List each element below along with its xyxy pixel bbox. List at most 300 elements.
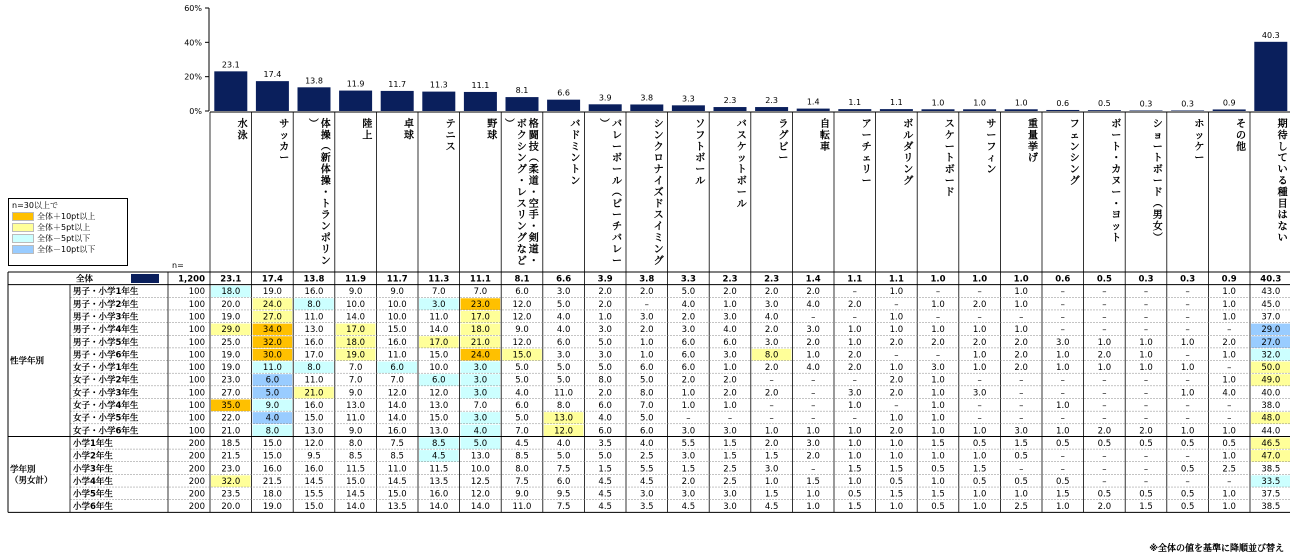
cell-value: 2.0 (723, 287, 737, 298)
category-label-char: ド (944, 187, 955, 199)
cell-value: 1.0 (1097, 363, 1112, 374)
category-label-char: イ (653, 221, 664, 233)
bar-value-label: 11.1 (471, 80, 490, 90)
category-label-char: ボ (516, 119, 527, 130)
category-label-char: ズ (653, 187, 664, 199)
cell-value: – (1185, 350, 1190, 361)
cell-value: 3.0 (723, 350, 737, 361)
cell-value: 19.0 (262, 502, 282, 513)
cell-value: 1.0 (723, 299, 737, 310)
cell-value: 8.5 (348, 451, 363, 462)
cell-value: 1.0 (848, 426, 862, 437)
cell-value: 1.0 (848, 325, 862, 336)
row-label: 女子・小学5年生 (73, 413, 139, 424)
bar-value-label: 6.6 (557, 88, 570, 98)
cell-value: 8.0 (348, 438, 363, 449)
bar (547, 100, 580, 111)
cell-value: 0.5 (1097, 438, 1112, 449)
bar-value-label: 2.3 (765, 96, 778, 106)
cell-value: 1.0 (931, 426, 945, 437)
category-label-char: ル (903, 130, 914, 142)
bar-value-label: 3.9 (598, 93, 612, 103)
cell-value: 8.0 (764, 350, 779, 361)
bar (963, 109, 996, 111)
cell-value: 9.0 (348, 287, 363, 298)
cell-value: 6.0 (640, 426, 654, 437)
category-label-char: 種 (1277, 187, 1288, 199)
cell-value: – (1227, 476, 1232, 487)
cell-value: – (1102, 325, 1107, 336)
cell-value: – (811, 401, 816, 411)
category-label-char: い (1277, 233, 1288, 244)
bar-value-label: 8.1 (515, 86, 529, 96)
cell-value: 3.0 (681, 325, 696, 336)
cell-value: 13.5 (387, 502, 407, 513)
cell-value: 29.0 (221, 325, 241, 336)
cell-value: 10.0 (387, 299, 407, 310)
cell-value: 4.5 (598, 489, 612, 500)
category-label-char: 上 (362, 130, 373, 142)
bar (714, 107, 747, 111)
cell-value: 11.3 (428, 274, 450, 285)
cell-value: 3.0 (473, 413, 488, 424)
category-label-char: （ (610, 186, 621, 197)
y-tick-label: 0% (189, 107, 202, 116)
category-label-char: ン (903, 164, 914, 176)
category-label-char: バ (612, 233, 622, 244)
category-label-char: 卓 (404, 119, 414, 130)
cell-value: 2.5 (1014, 502, 1028, 513)
bar-value-label: 3.3 (682, 94, 695, 104)
cell-value: 16.0 (387, 426, 407, 437)
category-label-char: ス (736, 130, 747, 142)
cell-value: 1.5 (1056, 489, 1070, 500)
cell-value: 1.0 (889, 413, 904, 424)
cell-value: 2.3 (722, 274, 738, 285)
cell-value: 5.0 (265, 388, 280, 399)
cell-value: 2.0 (764, 363, 779, 374)
cell-value: 1.0 (1222, 489, 1236, 500)
category-label-char: ラ (778, 119, 789, 130)
category-label-char: げ (1028, 153, 1038, 165)
cell-value: – (894, 299, 899, 310)
category-label-char: ミ (653, 233, 664, 244)
cell-value: 1.0 (1222, 502, 1236, 513)
cell-value: 23.0 (470, 299, 490, 310)
cell-value: 12.5 (470, 476, 490, 487)
cell-value: – (1143, 325, 1149, 336)
cell-value: 1.0 (806, 426, 820, 437)
cell-value: – (977, 375, 982, 386)
cell-value: 6.0 (681, 363, 696, 374)
cell-value: 1.0 (598, 312, 612, 323)
cell-value: 11.0 (387, 464, 407, 475)
category-label-char: 操 (320, 130, 331, 142)
cell-value: 19.0 (221, 350, 241, 361)
cell-value: 6.0 (390, 363, 404, 374)
cell-value: 15.0 (429, 413, 449, 424)
bar (630, 104, 663, 111)
cell-value: 1.0 (889, 287, 904, 298)
cell-value: 1.0 (1222, 451, 1236, 462)
cell-value: 20.0 (221, 299, 241, 310)
bar (381, 91, 414, 111)
category-label-char: ） (1150, 232, 1162, 242)
category-label-char: ー (612, 164, 622, 176)
cell-value: 9.0 (265, 401, 280, 411)
category-label-char: る (1277, 176, 1288, 187)
category-label-char: ボ (1111, 119, 1122, 130)
cell-value: 8.0 (307, 299, 321, 310)
category-label-char: ヌ (1111, 176, 1122, 187)
cell-value: 13.0 (304, 325, 324, 336)
cell-value: 4.0 (556, 325, 571, 336)
cell-value: 7.0 (348, 375, 363, 386)
cell-value: 4.5 (640, 476, 654, 487)
cell-value: 0.5 (1139, 489, 1153, 500)
cell-value: 5.0 (598, 451, 612, 462)
cell-value: – (977, 287, 982, 298)
cell-value: 6.0 (681, 337, 696, 348)
cell-value: 48.0 (1261, 413, 1281, 424)
cell-value: 1.0 (1014, 489, 1028, 500)
cell-value: 1.0 (1180, 363, 1195, 374)
category-label-char: バ (612, 119, 622, 130)
category-label-char: 格 (528, 119, 539, 130)
cell-value: 7.0 (515, 426, 529, 437)
category-label-char: ー (736, 187, 747, 199)
category-label-char: （ (1150, 197, 1162, 208)
cell-value: – (811, 388, 816, 399)
cell-value: 3.5 (598, 438, 612, 449)
cell-value: 21.5 (221, 451, 241, 462)
cell-value: 2.3 (764, 274, 780, 285)
row-n: 100 (188, 299, 205, 310)
cell-value: 13.0 (304, 426, 324, 437)
category-label-char: （ (318, 140, 330, 151)
category-label-char: 野 (487, 119, 498, 130)
cell-value: 1.0 (848, 401, 862, 411)
cell-value: – (1185, 401, 1190, 411)
cell-value: 27.0 (262, 312, 282, 323)
category-label-char: レ (612, 244, 622, 256)
category-label-char: ケ (944, 130, 955, 142)
cell-value: – (1227, 325, 1232, 336)
cell-value: 23.1 (220, 274, 242, 285)
cell-value: 7.5 (390, 438, 404, 449)
cell-value: 3.0 (806, 438, 820, 449)
cell-value: 16.0 (387, 337, 407, 348)
cell-value: 6.0 (598, 426, 612, 437)
cell-value: 18.0 (470, 325, 490, 336)
cell-value: 24.0 (262, 299, 282, 310)
legend (8, 198, 128, 266)
legend-item (12, 244, 124, 255)
cell-value: 43.0 (1261, 287, 1281, 298)
cell-value: 4.5 (432, 451, 446, 462)
cell-value: 2.0 (681, 312, 696, 323)
bar-value-label: 40.3 (1261, 30, 1280, 40)
cell-value: – (1019, 464, 1024, 475)
cell-value: 6.0 (640, 363, 654, 374)
row-n: 200 (188, 438, 205, 449)
cell-value: 27.0 (1261, 337, 1281, 348)
category-label-char: ト (1111, 141, 1122, 153)
cell-value: 1.0 (806, 350, 820, 361)
category-label-char: 重 (1028, 119, 1038, 130)
category-label-char: ・ (320, 187, 331, 199)
legend-label: 全体－10pt以下 (37, 245, 96, 254)
cell-value: – (1143, 299, 1149, 310)
cell-value: 1.5 (764, 489, 779, 500)
bar (880, 109, 913, 111)
cell-value: 3.0 (972, 388, 987, 399)
row-n: 100 (188, 401, 205, 411)
category-label-char: リ (903, 153, 914, 165)
cell-value: 10.0 (387, 312, 407, 323)
cell-value: 3.0 (931, 363, 945, 374)
cell-value: 4.0 (806, 363, 820, 374)
cell-value: – (1060, 299, 1065, 310)
cell-value: 3.0 (1014, 426, 1028, 437)
cell-value: 2.0 (681, 375, 696, 386)
group-label: （男女計） (10, 475, 53, 486)
cell-value: 2.0 (806, 451, 820, 462)
category-label-char: ・ (528, 187, 539, 199)
category-label-char: ー (612, 255, 622, 267)
cell-value: 3.9 (597, 274, 613, 285)
row-n: 100 (188, 426, 205, 437)
cell-value: 5.0 (598, 337, 612, 348)
cell-value: 1.0 (972, 426, 987, 437)
category-label-char: （ (526, 152, 538, 163)
cell-value: 22.0 (221, 413, 241, 424)
category-label-char: 球 (404, 130, 414, 142)
category-label-char: 道 (528, 244, 539, 256)
cell-value: – (1102, 451, 1107, 462)
cell-value: – (769, 413, 774, 424)
cell-value: 2.0 (972, 337, 987, 348)
category-label-char: ・ (1111, 153, 1122, 165)
row-n: 1,200 (178, 274, 205, 285)
cell-value: 14.0 (429, 325, 449, 336)
cell-value: – (1019, 388, 1024, 399)
cell-value: 21.0 (221, 426, 241, 437)
cell-value: 3.0 (764, 464, 779, 475)
cell-value: 4.0 (556, 438, 571, 449)
category-label-char: シ (1152, 119, 1163, 130)
cell-value: 27.0 (221, 388, 241, 399)
cell-value: 1.0 (1222, 299, 1236, 310)
cell-value: 5.0 (515, 413, 529, 424)
cell-value: 34.0 (262, 325, 282, 336)
category-label-char: ッ (1111, 221, 1122, 233)
category-label-char: ホ (1194, 119, 1205, 130)
category-label-char: ミ (570, 141, 581, 153)
bar-value-label: 2.3 (723, 96, 737, 106)
cell-value: 19.0 (221, 363, 241, 374)
category-label-char: ボ (612, 153, 622, 165)
cell-value: – (1060, 325, 1065, 336)
cell-value: – (894, 401, 899, 411)
cell-value: 38.5 (1261, 502, 1281, 513)
cell-value: 1.5 (931, 438, 945, 449)
row-label: 男子・小学2年生 (73, 299, 139, 310)
category-label-char: ケ (1194, 141, 1205, 153)
bar (214, 71, 247, 111)
cell-value: 2.5 (723, 476, 737, 487)
cell-value: 11.9 (345, 274, 367, 285)
cell-value: 1.0 (1222, 350, 1236, 361)
cell-value: 18.0 (346, 337, 366, 348)
category-label-char: 目 (1277, 198, 1288, 210)
cell-value: 3.0 (764, 299, 779, 310)
category-label-char: カ (1111, 164, 1122, 176)
cell-value: 1.5 (848, 502, 862, 513)
cell-value: 0.5 (1180, 438, 1195, 449)
category-label-char: グ (653, 255, 664, 267)
bar (1254, 42, 1287, 111)
bar (1046, 110, 1079, 111)
cell-value: 2.0 (723, 375, 737, 386)
cell-value: 7.5 (556, 502, 571, 513)
category-label-char: ー (986, 130, 997, 142)
row-label: 女子・小学6年生 (73, 426, 139, 437)
category-label-char: ボ (903, 119, 914, 130)
category-label-char: ン (570, 153, 581, 165)
cell-value: 1.0 (723, 401, 737, 411)
category-label-char: ン (653, 244, 664, 256)
cell-value: – (1143, 413, 1149, 424)
cell-value: – (1060, 413, 1065, 424)
legend-swatch (12, 234, 34, 243)
category-label-char: ト (695, 141, 706, 153)
cell-value: 5.5 (681, 438, 696, 449)
cell-value: 8.5 (432, 438, 446, 449)
row-n: 100 (188, 312, 205, 323)
row-n: 100 (188, 325, 205, 336)
cell-value: 2.0 (598, 287, 612, 298)
cell-value: 2.0 (1014, 363, 1028, 374)
cell-value: 2.0 (848, 363, 862, 374)
category-label-char: ス (516, 198, 527, 210)
cell-value: 2.0 (764, 388, 779, 399)
cell-value: 32.0 (221, 476, 241, 487)
cell-value: 8.5 (390, 451, 404, 462)
cell-value: 2.0 (681, 476, 696, 487)
cell-value: 15.0 (304, 502, 324, 513)
cell-value: 12.0 (470, 489, 490, 500)
cell-value: 3.0 (473, 388, 488, 399)
cell-value: 2.0 (848, 350, 862, 361)
row-n: 200 (188, 502, 205, 513)
cell-value: 1.0 (972, 489, 987, 500)
cell-value: 11.0 (554, 388, 574, 399)
cell-value: 0.5 (1097, 489, 1112, 500)
bar (256, 81, 289, 111)
category-label-char: ・ (528, 221, 539, 233)
cell-value: 0.5 (848, 489, 862, 500)
cell-value: 3.0 (681, 489, 696, 500)
category-label-char: ボ (736, 176, 747, 187)
cell-value: 10.0 (346, 299, 366, 310)
legend-item (12, 222, 124, 233)
cell-value: 1.5 (1139, 502, 1153, 513)
category-label-char: そ (1236, 119, 1246, 130)
row-n: 100 (188, 388, 205, 399)
cell-value: 3.0 (640, 312, 654, 323)
category-label-char: ン (1069, 164, 1080, 176)
cell-value: 1.0 (1056, 401, 1070, 411)
category-label-char: フ (1069, 119, 1080, 130)
category-label-char: 柔 (528, 164, 539, 176)
cell-value: – (1060, 287, 1065, 298)
cell-value: 14.0 (387, 413, 407, 424)
cell-value: 8.0 (556, 401, 571, 411)
category-label-char: バ (736, 119, 747, 130)
cell-value: 1.0 (1013, 274, 1029, 285)
cell-value: 0.5 (931, 502, 945, 513)
category-label-char: ー (1111, 130, 1122, 142)
cell-value: 1.0 (764, 426, 779, 437)
cell-value: 2.0 (931, 337, 945, 348)
category-label-char: ェ (1069, 130, 1080, 142)
cell-value: – (1019, 413, 1024, 424)
category-label-char: 水 (237, 119, 248, 130)
category-label-char: ロ (653, 153, 664, 165)
legend-swatch (12, 223, 34, 232)
cell-value: 7.0 (348, 363, 363, 374)
cell-value: 1.0 (1056, 426, 1070, 437)
cell-value: 12.0 (512, 299, 532, 310)
group-label: 学年別 (10, 464, 36, 475)
cell-value: 9.0 (390, 287, 404, 298)
cell-value: 1.0 (806, 489, 820, 500)
cell-value: – (686, 413, 691, 424)
row-n: 100 (188, 375, 205, 386)
cell-value: 14.0 (387, 401, 407, 411)
cell-value: 0.5 (1014, 476, 1028, 487)
cell-value: 5.0 (473, 438, 488, 449)
cell-value: – (1102, 375, 1107, 386)
cell-value: – (1019, 312, 1024, 323)
cell-value: 1.5 (681, 464, 696, 475)
cell-value: 3.0 (598, 325, 612, 336)
cell-value: 16.0 (304, 464, 324, 475)
category-label-char: 量 (1028, 130, 1038, 142)
category-label-char: ト (944, 153, 955, 165)
cell-value: 2.0 (806, 337, 820, 348)
cell-value: 5.0 (556, 451, 571, 462)
cell-value: 2.0 (640, 287, 654, 298)
cell-value: – (977, 401, 982, 411)
row-n: 200 (188, 489, 205, 500)
cell-value: 50.0 (1261, 363, 1281, 374)
cell-value: 4.5 (764, 502, 779, 513)
cell-value: – (1143, 476, 1149, 487)
cell-value: 6.0 (556, 476, 571, 487)
bar (1005, 109, 1038, 111)
category-label-char: ン (516, 153, 527, 165)
category-label-char: ） (502, 118, 514, 128)
cell-value: 38.5 (1261, 464, 1281, 475)
row-n: 100 (188, 337, 205, 348)
cell-value: 4.5 (515, 438, 529, 449)
bar-value-label: 13.8 (305, 76, 323, 86)
cell-value: 16.0 (304, 401, 324, 411)
cell-value: 6.0 (681, 350, 696, 361)
row-label: 男子・小学6年生 (73, 350, 139, 361)
